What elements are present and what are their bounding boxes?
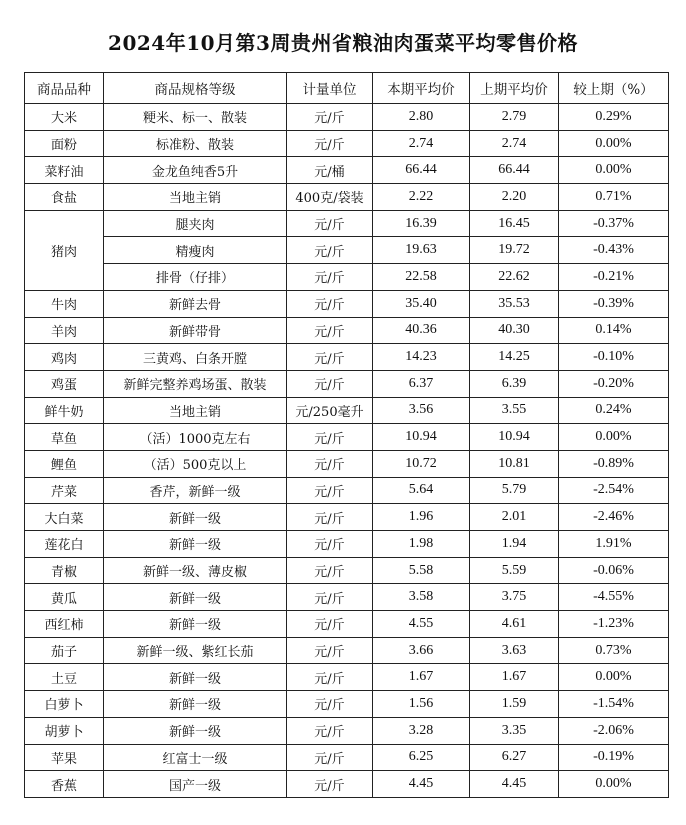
spec-cell: 三黄鸡、白条开膛 — [104, 344, 287, 371]
table-row — [25, 584, 669, 611]
current-price-cell: 40.36 — [373, 317, 470, 344]
unit-cell: 元/斤 — [287, 584, 373, 611]
current-price-cell: 3.56 — [373, 397, 470, 424]
table-row — [25, 237, 669, 264]
spec-cell: 新鲜带骨 — [104, 317, 287, 344]
table-row — [25, 744, 669, 771]
unit-cell: 元/斤 — [287, 344, 373, 371]
unit-cell: 元/斤 — [287, 317, 373, 344]
current-price-cell: 14.23 — [373, 344, 470, 371]
table-row — [25, 264, 669, 291]
spec-cell: （活）1000克左右 — [104, 424, 287, 451]
unit-cell: 元/桶 — [287, 157, 373, 184]
current-price-cell: 2.74 — [373, 130, 470, 157]
page-title: 2024年10月第3周贵州省粮油肉蛋菜平均零售价格 — [108, 31, 578, 55]
variety-cell: 食盐 — [25, 184, 104, 211]
spec-cell: 新鲜完整养鸡场蛋、散装 — [104, 370, 287, 397]
previous-price-cell: 10.81 — [470, 450, 559, 477]
spec-cell: 香芹，新鲜一级 — [104, 477, 287, 504]
change-cell: -1.54% — [559, 691, 669, 718]
current-price-cell: 66.44 — [373, 157, 470, 184]
unit-cell: 元/斤 — [287, 450, 373, 477]
current-price-cell: 5.64 — [373, 477, 470, 504]
spec-cell: 新鲜一级 — [104, 504, 287, 531]
spec-cell: 腿夹肉 — [104, 210, 287, 237]
spec-cell: 新鲜去骨 — [104, 290, 287, 317]
change-cell: -0.39% — [559, 290, 669, 317]
previous-price-cell: 1.67 — [470, 664, 559, 691]
spec-cell: 标准粉、散装 — [104, 130, 287, 157]
spec-cell: 新鲜一级、薄皮椒 — [104, 557, 287, 584]
variety-cell: 猪肉 — [25, 210, 104, 290]
unit-cell: 400克/袋装 — [287, 184, 373, 211]
unit-cell: 元/斤 — [287, 130, 373, 157]
table-row — [25, 184, 669, 211]
change-cell: -2.54% — [559, 477, 669, 504]
previous-price-cell: 35.53 — [470, 290, 559, 317]
table-row — [25, 210, 669, 237]
spec-cell: 粳米、标一、散装 — [104, 104, 287, 131]
change-cell: -2.06% — [559, 717, 669, 744]
variety-cell: 黄瓜 — [25, 584, 104, 611]
current-price-cell: 4.45 — [373, 771, 470, 798]
current-price-cell: 1.98 — [373, 531, 470, 558]
spec-cell: 国产一级 — [104, 771, 287, 798]
previous-price-cell: 1.94 — [470, 531, 559, 558]
table-row — [25, 424, 669, 451]
variety-cell: 草鱼 — [25, 424, 104, 451]
header-unit: 计量单位 — [287, 73, 373, 104]
variety-cell: 牛肉 — [25, 290, 104, 317]
previous-price-cell: 66.44 — [470, 157, 559, 184]
table-body — [25, 104, 669, 798]
current-price-cell: 22.58 — [373, 264, 470, 291]
change-cell: 0.71% — [559, 184, 669, 211]
table-row — [25, 290, 669, 317]
header-current-price: 本期平均价 — [373, 73, 470, 104]
header-previous-price: 上期平均价 — [470, 73, 559, 104]
unit-cell: 元/斤 — [287, 210, 373, 237]
spec-cell: 红富士一级 — [104, 744, 287, 771]
current-price-cell: 5.58 — [373, 557, 470, 584]
spec-cell: 新鲜一级 — [104, 611, 287, 638]
previous-price-cell: 3.35 — [470, 717, 559, 744]
previous-price-cell: 2.01 — [470, 504, 559, 531]
table-row — [25, 691, 669, 718]
spec-cell: 当地主销 — [104, 397, 287, 424]
variety-cell: 白萝卜 — [25, 691, 104, 718]
current-price-cell: 2.80 — [373, 104, 470, 131]
previous-price-cell: 10.94 — [470, 424, 559, 451]
current-price-cell: 1.67 — [373, 664, 470, 691]
previous-price-cell: 4.45 — [470, 771, 559, 798]
change-cell: 0.00% — [559, 424, 669, 451]
table-row — [25, 397, 669, 424]
variety-cell: 鸡蛋 — [25, 370, 104, 397]
change-cell: -0.37% — [559, 210, 669, 237]
previous-price-cell: 1.59 — [470, 691, 559, 718]
change-cell: 0.00% — [559, 664, 669, 691]
unit-cell: 元/斤 — [287, 504, 373, 531]
table-row — [25, 157, 669, 184]
current-price-cell: 6.25 — [373, 744, 470, 771]
current-price-cell: 3.66 — [373, 637, 470, 664]
table-row — [25, 664, 669, 691]
previous-price-cell: 16.45 — [470, 210, 559, 237]
table-row — [25, 130, 669, 157]
change-cell: -4.55% — [559, 584, 669, 611]
previous-price-cell: 2.74 — [470, 130, 559, 157]
variety-cell: 鲤鱼 — [25, 450, 104, 477]
current-price-cell: 4.55 — [373, 611, 470, 638]
previous-price-cell: 22.62 — [470, 264, 559, 291]
spec-cell: 新鲜一级、紫红长茄 — [104, 637, 287, 664]
table-row — [25, 450, 669, 477]
change-cell: 0.24% — [559, 397, 669, 424]
variety-cell: 面粉 — [25, 130, 104, 157]
unit-cell: 元/斤 — [287, 611, 373, 638]
unit-cell: 元/斤 — [287, 664, 373, 691]
change-cell: -0.43% — [559, 237, 669, 264]
change-cell: 0.00% — [559, 130, 669, 157]
table-row — [25, 717, 669, 744]
table-row — [25, 370, 669, 397]
variety-cell: 菜籽油 — [25, 157, 104, 184]
current-price-cell: 10.72 — [373, 450, 470, 477]
variety-cell: 芹菜 — [25, 477, 104, 504]
unit-cell: 元/斤 — [287, 290, 373, 317]
current-price-cell: 16.39 — [373, 210, 470, 237]
current-price-cell: 3.58 — [373, 584, 470, 611]
current-price-cell: 35.40 — [373, 290, 470, 317]
previous-price-cell: 40.30 — [470, 317, 559, 344]
unit-cell: 元/斤 — [287, 531, 373, 558]
unit-cell: 元/斤 — [287, 637, 373, 664]
previous-price-cell: 3.55 — [470, 397, 559, 424]
variety-cell: 大米 — [25, 104, 104, 131]
table-row — [25, 531, 669, 558]
current-price-cell: 1.56 — [373, 691, 470, 718]
price-table — [24, 72, 669, 798]
variety-cell: 苹果 — [25, 744, 104, 771]
unit-cell: 元/斤 — [287, 264, 373, 291]
variety-cell: 西红柿 — [25, 611, 104, 638]
unit-cell: 元/250毫升 — [287, 397, 373, 424]
spec-cell: 精瘦肉 — [104, 237, 287, 264]
variety-cell: 羊肉 — [25, 317, 104, 344]
spec-cell: 新鲜一级 — [104, 531, 287, 558]
unit-cell: 元/斤 — [287, 691, 373, 718]
unit-cell: 元/斤 — [287, 104, 373, 131]
unit-cell: 元/斤 — [287, 424, 373, 451]
unit-cell: 元/斤 — [287, 477, 373, 504]
current-price-cell: 19.63 — [373, 237, 470, 264]
current-price-cell: 2.22 — [373, 184, 470, 211]
header-spec: 商品规格等级 — [104, 73, 287, 104]
previous-price-cell: 14.25 — [470, 344, 559, 371]
variety-cell: 鸡肉 — [25, 344, 104, 371]
table-row — [25, 344, 669, 371]
variety-cell: 莲花白 — [25, 531, 104, 558]
unit-cell: 元/斤 — [287, 771, 373, 798]
variety-cell: 土豆 — [25, 664, 104, 691]
table-row — [25, 611, 669, 638]
previous-price-cell: 5.79 — [470, 477, 559, 504]
table-row — [25, 637, 669, 664]
previous-price-cell: 6.27 — [470, 744, 559, 771]
table-row — [25, 557, 669, 584]
change-cell: 0.00% — [559, 771, 669, 798]
change-cell: -0.89% — [559, 450, 669, 477]
spec-cell: 新鲜一级 — [104, 584, 287, 611]
spec-cell: 新鲜一级 — [104, 691, 287, 718]
table-row — [25, 104, 669, 131]
spec-cell: 新鲜一级 — [104, 717, 287, 744]
variety-cell: 大白菜 — [25, 504, 104, 531]
header-change: 较上期（%） — [559, 73, 669, 104]
table-row — [25, 504, 669, 531]
previous-price-cell: 2.79 — [470, 104, 559, 131]
variety-cell: 茄子 — [25, 637, 104, 664]
current-price-cell: 3.28 — [373, 717, 470, 744]
unit-cell: 元/斤 — [287, 717, 373, 744]
change-cell: 0.14% — [559, 317, 669, 344]
previous-price-cell: 2.20 — [470, 184, 559, 211]
change-cell: -2.46% — [559, 504, 669, 531]
change-cell: -0.21% — [559, 264, 669, 291]
table-row — [25, 317, 669, 344]
change-cell: 0.29% — [559, 104, 669, 131]
unit-cell: 元/斤 — [287, 557, 373, 584]
previous-price-cell: 19.72 — [470, 237, 559, 264]
variety-cell: 胡萝卜 — [25, 717, 104, 744]
table-header-row — [25, 73, 669, 104]
current-price-cell: 6.37 — [373, 370, 470, 397]
unit-cell: 元/斤 — [287, 744, 373, 771]
change-cell: -0.06% — [559, 557, 669, 584]
variety-cell: 鲜牛奶 — [25, 397, 104, 424]
unit-cell: 元/斤 — [287, 370, 373, 397]
change-cell: -0.10% — [559, 344, 669, 371]
previous-price-cell: 6.39 — [470, 370, 559, 397]
table-row — [25, 771, 669, 798]
change-cell: -0.19% — [559, 744, 669, 771]
spec-cell: 新鲜一级 — [104, 664, 287, 691]
spec-cell: 当地主销 — [104, 184, 287, 211]
current-price-cell: 10.94 — [373, 424, 470, 451]
variety-cell: 香蕉 — [25, 771, 104, 798]
previous-price-cell: 3.63 — [470, 637, 559, 664]
current-price-cell: 1.96 — [373, 504, 470, 531]
previous-price-cell: 4.61 — [470, 611, 559, 638]
spec-cell: 金龙鱼纯香5升 — [104, 157, 287, 184]
spec-cell: 排骨（仔排） — [104, 264, 287, 291]
variety-cell: 青椒 — [25, 557, 104, 584]
change-cell: 1.91% — [559, 531, 669, 558]
header-variety: 商品品种 — [25, 73, 104, 104]
change-cell: 0.00% — [559, 157, 669, 184]
change-cell: 0.73% — [559, 637, 669, 664]
spec-cell: （活）500克以上 — [104, 450, 287, 477]
previous-price-cell: 5.59 — [470, 557, 559, 584]
change-cell: -1.23% — [559, 611, 669, 638]
unit-cell: 元/斤 — [287, 237, 373, 264]
previous-price-cell: 3.75 — [470, 584, 559, 611]
change-cell: -0.20% — [559, 370, 669, 397]
table-row — [25, 477, 669, 504]
